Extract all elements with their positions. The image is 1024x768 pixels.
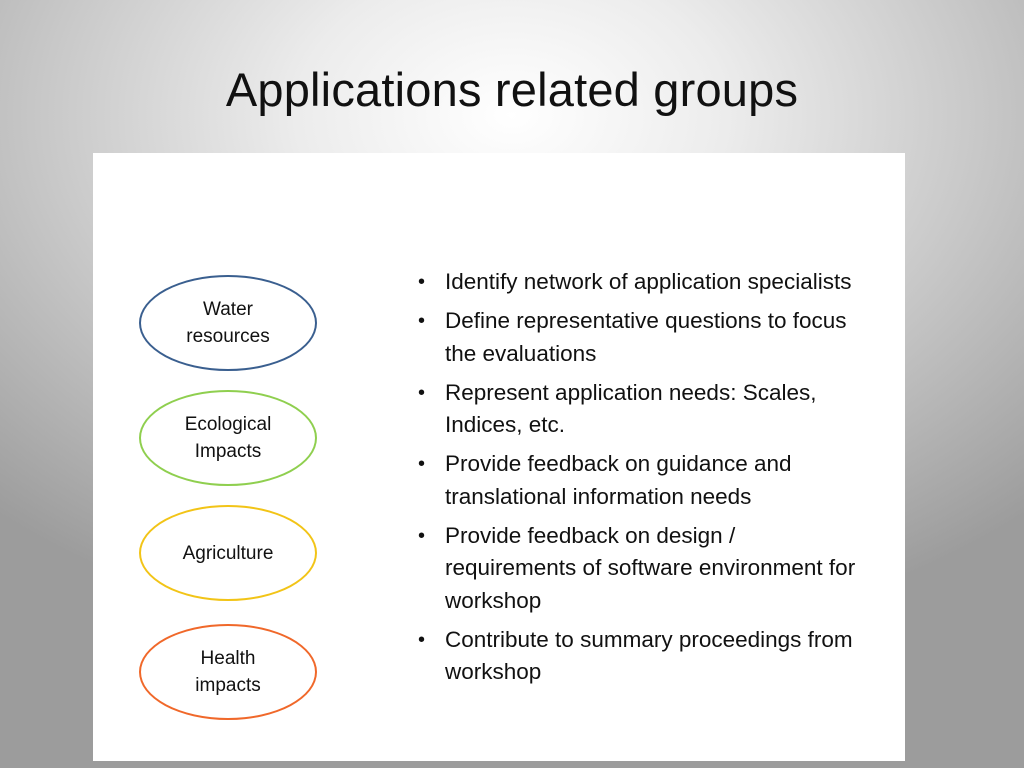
- group-label-line: Impacts: [194, 441, 262, 462]
- group-label: [186, 296, 269, 350]
- group-water-resources: [139, 275, 317, 371]
- group-label-line: resources: [186, 326, 270, 347]
- bullet-item: • Provide feedback on guidance and translational information needs: [418, 448, 868, 513]
- bullet-list: [418, 266, 868, 695]
- group-label-line: impacts: [195, 675, 261, 696]
- group-label-line: Agriculture: [182, 542, 274, 564]
- bullet-item: • Contribute to summary proceedings from workshop: [418, 624, 868, 689]
- content-panel: [93, 153, 905, 761]
- bullet-item: • Define representative questions to focus the evaluations: [418, 305, 868, 370]
- bullet-item: • Provide feedback on design / requirements of software environment for workshop: [418, 520, 868, 618]
- group-label: [183, 540, 274, 567]
- group-agriculture: [139, 505, 317, 601]
- group-label: [195, 645, 260, 699]
- bullet-item: • Represent application needs: Scales, Indices, etc.: [418, 377, 868, 442]
- group-label-line: Water: [203, 299, 253, 320]
- bullet-item: • Identify network of application specialists: [418, 266, 868, 299]
- group-label-line: Health: [200, 648, 256, 669]
- group-label: [185, 411, 272, 465]
- slide-title: Applications related groups: [225, 63, 799, 116]
- group-health-impacts: [139, 624, 317, 720]
- group-ecological-impacts: [139, 390, 317, 486]
- group-label-line: Ecological: [184, 414, 272, 435]
